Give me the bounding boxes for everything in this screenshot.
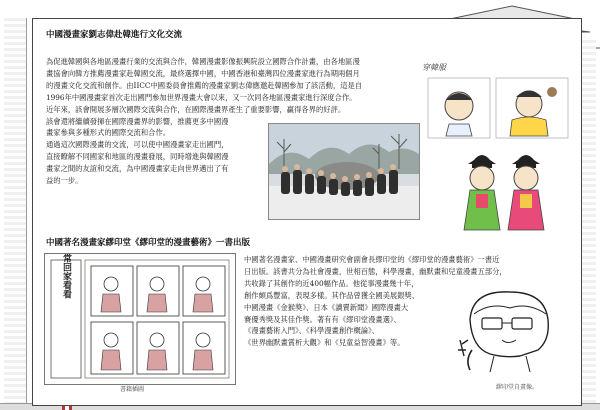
section1-line: 益的一步。 bbox=[46, 176, 83, 186]
section1-line: 直接瞭解不同國家和地區的漫畫發展，同時增進與韓國漫 bbox=[46, 152, 229, 162]
section1-line: 1996年中國漫畫家首次走出國門參加世界漫畫大會以來，又一次同各地區漫畫家進行深度合作。 bbox=[46, 92, 357, 102]
section1-line: 通過這次國際漫畫的交流，可以使中國漫畫家走出國門， bbox=[46, 140, 229, 150]
section2-line: 創作頗爲豐富，表現多樣。其作品曾獲全國美展銀獎、 bbox=[244, 290, 420, 300]
section2-line: 中國漫畫《金猴獎》、日本《讀賣新聞》國際漫畫大 bbox=[244, 302, 409, 312]
cartoon-vertical-label: 常回家看看 bbox=[61, 254, 71, 299]
book-illustration-caption: 書籍插圖 bbox=[120, 386, 145, 393]
section1-line: 的漫畫文化交流和創作。由IICC中國委員會推薦的漫畫家劉志偉應邀赴韓國參加了該活動，這是自 bbox=[46, 80, 363, 90]
section1-line: 畫協會向韓方推薦漫畫家赴韓國交流，最終選擇中國，中國香港和臺灣四位漫畫家進行為期兩個月 bbox=[46, 68, 360, 78]
section2-line: 中國著名漫畫家、中國漫畫研究會副會長繆印堂的《繆印堂的漫畫藝術》一書近 bbox=[244, 255, 500, 264]
section1-line: 畫家參與多種形式的國際交流和合作。 bbox=[46, 128, 171, 138]
section1-title: 中國漫畫家劉志偉赴韓進行文化交流 bbox=[46, 30, 183, 40]
section1-line: 為促進韓國與各地區漫畫行業的交流與合作，韓國漫畫影像振興院設立國際合作計畫，由各地區漫 bbox=[46, 57, 360, 66]
self-portrait-caricature bbox=[450, 280, 570, 375]
section1-line: 該會還將繼續發揮在國際漫畫界的影響，推薦更多中國漫 bbox=[46, 116, 229, 126]
section2-line: 共收錄了其創作的近400幅作品。他從事漫畫幾十年， bbox=[244, 278, 419, 288]
section2-line: 日出版。該書共分為社會漫畫，世相百態，科學漫畫，幽默畫和兒童漫畫五部分， bbox=[244, 266, 507, 276]
group-photo-image bbox=[269, 124, 419, 219]
comic1-title: 穿韓服 bbox=[422, 63, 446, 72]
section2-line: 《漫畫藝術入門》、《科學漫畫創作概論》、 bbox=[244, 326, 379, 336]
group-photo bbox=[268, 123, 420, 220]
section1-line: 畫家之間的友誼和交流，為中國漫畫家走向世界邁出了有 bbox=[46, 164, 229, 174]
portrait-caption: 繆印堂自畫像。 bbox=[496, 384, 539, 391]
section2-line: 《世界幽默畫賞析大觀》和《兒童益智漫畫》等。 bbox=[244, 338, 405, 348]
left-decorative-border bbox=[4, 18, 27, 410]
section2-title: 中國著名漫畫家繆印堂《繆印堂的漫畫藝術》一書出版 bbox=[46, 238, 251, 248]
korean-costume-comic bbox=[424, 64, 574, 234]
section1-line: 近年來，該會開展多層次國際交流與合作，在國際漫畫界產生了重要影響，贏得各界的好評。 bbox=[46, 104, 346, 114]
book-cartoon-drawing bbox=[45, 254, 235, 384]
book-cartoon-illustration bbox=[44, 253, 236, 385]
section2-line: 賽優秀獎及其佳作獎。著有有《繆印堂漫畫選》、 bbox=[244, 314, 401, 324]
